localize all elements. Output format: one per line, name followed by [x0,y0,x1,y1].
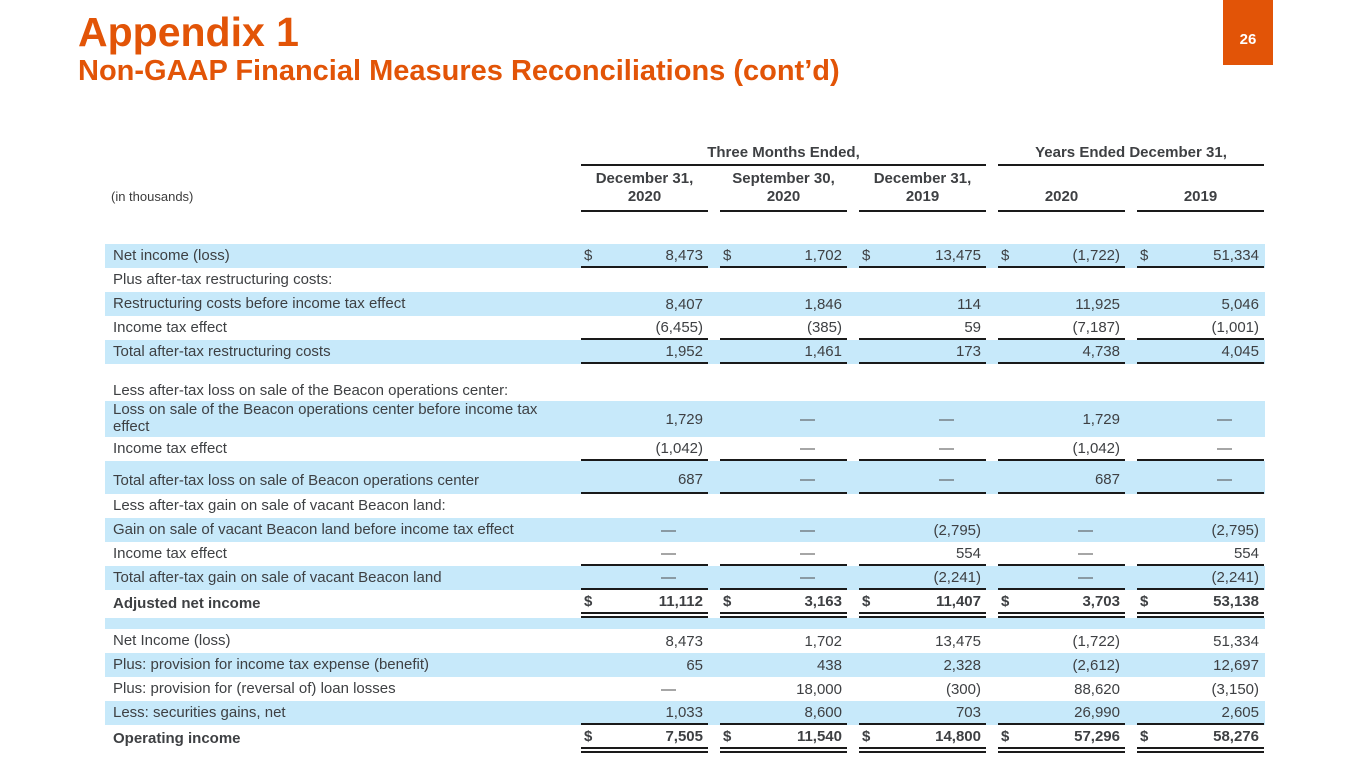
value-cell [581,653,708,677]
value-cell [859,244,986,268]
value-cell [1137,401,1264,437]
value-cell [720,292,847,316]
value-cell [720,461,847,494]
value: — [800,521,815,539]
value: 7,505 [665,727,703,745]
value: — [800,439,815,457]
value: — [939,439,954,457]
table-row [105,677,1265,701]
value-cell [998,629,1125,653]
value: (2,795) [1211,521,1259,539]
value: 11,540 [796,727,842,745]
value: (3,150) [1211,680,1259,698]
value-cell [1137,461,1264,494]
row-label: Total after-tax gain on sale of vacant Beacon land [113,568,442,586]
value-cell [1137,542,1264,566]
value: 1,702 [804,246,842,264]
value-cell [998,653,1125,677]
page-subtitle: Non-GAAP Financial Measures Reconciliations (cont’d) [78,55,840,88]
value-cell [859,494,986,518]
table-row [105,292,1265,316]
value: 1,702 [804,632,842,650]
row-label: Income tax effect [113,318,227,336]
value-cell [720,629,847,653]
column-group-header-row [105,140,1265,166]
units-note: (in thousands) [111,189,194,204]
value-cell [859,566,986,590]
row-label: Operating income [113,729,241,747]
table-row [105,701,1265,725]
value: 3,163 [804,592,842,610]
value: 58,276 [1213,727,1259,745]
value: 687 [1094,471,1120,488]
dollar-sign: $ [1140,592,1149,610]
value: — [1217,471,1232,488]
value-cell [720,518,847,542]
value-cell [581,725,708,753]
row-label: Gain on sale of vacant Beacon land before income tax effect [113,520,514,538]
value: — [939,471,954,488]
value: — [661,544,676,562]
value-cell [859,382,986,401]
table-row [105,518,1265,542]
table-row [105,590,1265,618]
value: (2,241) [1211,568,1259,586]
value-cell [1137,437,1264,461]
value-cell [998,461,1125,494]
value: 53,138 [1213,592,1259,610]
dollar-sign: $ [723,592,732,610]
dollar-sign: $ [1001,592,1010,610]
row-label: Plus after-tax restructuring costs: [113,270,333,288]
value-cell [1137,629,1264,653]
value: 88,620 [1074,680,1120,698]
value: (2,241) [933,568,981,586]
value-cell [581,437,708,461]
dollar-sign: $ [584,246,593,264]
value-cell [581,701,708,725]
value-cell [859,701,986,725]
value-cell [720,268,847,292]
page-number-badge: 26 [1223,0,1273,65]
value-cell [581,566,708,590]
value: 8,600 [804,703,842,721]
value-cell [1137,677,1264,701]
value: 2,328 [943,656,981,674]
value: 13,475 [935,632,981,650]
value-cell [581,590,708,618]
value: 5,046 [1221,295,1259,313]
row-label: Net income (loss) [113,246,230,264]
value-cell [859,340,986,364]
value: 1,729 [665,410,703,428]
value: — [661,568,676,586]
page-title: Appendix 1 [78,9,299,55]
value-cell [859,725,986,753]
value-cell [1137,340,1264,364]
table-body [105,244,1265,753]
row-label: Income tax effect [113,544,227,562]
table-row [105,542,1265,566]
value-cell [998,677,1125,701]
spacer-row [105,618,1265,629]
value-cell [998,542,1125,566]
value: — [800,544,815,562]
value-cell [581,340,708,364]
value: 1,461 [804,342,842,360]
value-cell [1137,382,1264,401]
value-cell [859,629,986,653]
dollar-sign: $ [584,592,593,610]
value-cell [720,244,847,268]
dollar-sign: $ [584,727,593,745]
value: (7,187) [1072,318,1120,336]
column-header-row [105,166,1265,212]
value: 18,000 [796,680,842,698]
title-block [78,10,840,88]
value-cell [1137,494,1264,518]
row-label: Less after-tax gain on sale of vacant Beacon land: [113,496,446,514]
value: 51,334 [1213,246,1259,264]
table-row [105,629,1265,653]
value-cell [720,725,847,753]
value-cell [998,566,1125,590]
value-cell [1137,701,1264,725]
value: 1,033 [665,703,703,721]
value: (6,455) [655,318,703,336]
value-cell [581,244,708,268]
col-group-three-months: Three Months Ended, [581,140,986,166]
value: (2,612) [1072,656,1120,674]
dollar-sign: $ [723,246,732,264]
row-label: Plus: provision for income tax expense (benefit) [113,655,429,673]
value-cell [720,542,847,566]
value: 8,473 [665,632,703,650]
value-cell [720,701,847,725]
header-gap [105,212,1265,244]
value-cell [581,518,708,542]
value: 438 [816,656,842,674]
value: (1,722) [1072,632,1120,650]
dollar-sign: $ [723,727,732,745]
value-cell [859,518,986,542]
table-row [105,494,1265,518]
spacer-row [105,364,1265,382]
value: — [1217,439,1232,457]
value: 59 [964,318,981,336]
value: 12,697 [1213,656,1259,674]
value-cell [1137,268,1264,292]
value-cell [581,292,708,316]
value-cell [1137,518,1264,542]
value: — [939,410,954,428]
value-cell [859,401,986,437]
value: 8,407 [665,295,703,313]
value-cell [859,590,986,618]
table-row [105,340,1265,364]
value-cell [998,494,1125,518]
value: — [1078,544,1093,562]
column-header-dec-31-2019: December 31, 2019 [859,166,986,212]
table-row [105,244,1265,268]
value-cell [720,382,847,401]
value: — [1078,568,1093,586]
value: 4,738 [1082,342,1120,360]
value-cell [720,401,847,437]
value-cell [1137,244,1264,268]
value-cell [720,590,847,618]
table-row [105,316,1265,340]
value-cell [998,725,1125,753]
value-cell [1137,653,1264,677]
value-cell [859,542,986,566]
value: 4,045 [1221,342,1259,360]
reconciliation-table [105,140,1265,753]
column-header-year-2019: 2019 [1137,166,1264,212]
value: 2,605 [1221,703,1259,721]
dollar-sign: $ [1140,246,1149,264]
column-header-sep-30-2020: September 30, 2020 [720,166,847,212]
value-cell [998,340,1125,364]
value: 65 [686,656,703,674]
col-group-years-ended: Years Ended December 31, [998,140,1264,166]
value-cell [581,401,708,437]
value: (1,001) [1211,318,1259,336]
value-cell [1137,725,1264,753]
value-cell [720,653,847,677]
dollar-sign: $ [862,592,871,610]
value-cell [581,542,708,566]
value: 26,990 [1074,703,1120,721]
table-row [105,268,1265,292]
dollar-sign: $ [1001,246,1010,264]
value-cell [581,494,708,518]
dollar-sign: $ [1001,727,1010,745]
value-cell [998,401,1125,437]
value-cell [998,701,1125,725]
value: 114 [957,295,981,313]
table-row [105,653,1265,677]
row-label: Adjusted net income [113,594,261,612]
value: 1,846 [804,295,842,313]
value-cell [859,316,986,340]
value-cell [859,292,986,316]
column-header-dec-31-2020: December 31, 2020 [581,166,708,212]
value-cell [720,677,847,701]
value: — [800,568,815,586]
table-row [105,725,1265,753]
row-label: Total after-tax loss on sale of Beacon operations center [113,472,480,490]
row-label: Net Income (loss) [113,631,231,649]
value: 11,407 [935,592,981,610]
value-cell [998,518,1125,542]
dollar-sign: $ [862,727,871,745]
value: 554 [1233,544,1259,562]
value: — [661,521,676,539]
value: 1,729 [1082,410,1120,428]
value-cell [859,677,986,701]
value-cell [859,268,986,292]
value-cell [998,244,1125,268]
value: 11,925 [1075,295,1120,313]
value-cell [998,292,1125,316]
value: — [800,410,815,428]
value-cell [998,382,1125,401]
value: 51,334 [1213,632,1259,650]
row-label: Plus: provision for (reversal of) loan losses [113,679,396,697]
value-cell [720,566,847,590]
value: 703 [955,703,981,721]
value-cell [998,590,1125,618]
value: (2,795) [933,521,981,539]
value: (300) [945,680,981,698]
value: (385) [806,318,842,336]
value-cell [1137,590,1264,618]
table-row [105,382,1265,401]
column-header-year-2020: 2020 [998,166,1125,212]
row-label: Less after-tax loss on sale of the Beacon operations center: [113,382,509,400]
value-cell [581,382,708,401]
value-cell [859,461,986,494]
value: — [800,471,815,488]
value-cell [720,316,847,340]
value: 3,703 [1082,592,1120,610]
value-cell [1137,566,1264,590]
table-row [105,437,1265,461]
value: — [1078,521,1093,539]
table-row [105,401,1265,437]
row-label: Loss on sale of the Beacon operations center before income tax effect [113,401,538,435]
value: (1,722) [1072,246,1120,264]
row-label: Less: securities gains, net [113,703,286,721]
value: (1,042) [655,439,703,457]
value: — [1217,410,1232,428]
row-label: Income tax effect [113,439,227,457]
value-cell [998,268,1125,292]
value: 11,112 [658,592,703,610]
value-cell [998,437,1125,461]
value-cell [581,316,708,340]
value: 1,952 [665,342,703,360]
value-cell [1137,292,1264,316]
value-cell [720,340,847,364]
value-cell [720,494,847,518]
value: (1,042) [1072,439,1120,457]
value: — [661,680,676,698]
value-cell [581,268,708,292]
value-cell [581,461,708,494]
table-row [105,461,1265,494]
value: 8,473 [665,246,703,264]
value-cell [581,677,708,701]
value: 687 [677,471,703,488]
dollar-sign: $ [862,246,871,264]
value-cell [998,316,1125,340]
value-cell [859,653,986,677]
value: 13,475 [935,246,981,264]
value: 173 [955,342,981,360]
value-cell [1137,316,1264,340]
table-row [105,566,1265,590]
value-cell [859,437,986,461]
dollar-sign: $ [1140,727,1149,745]
row-label: Total after-tax restructuring costs [113,342,331,360]
value-cell [720,437,847,461]
value: 57,296 [1074,727,1120,745]
value: 554 [955,544,981,562]
row-label: Restructuring costs before income tax effect [113,294,406,312]
value: 14,800 [935,727,981,745]
value-cell [581,629,708,653]
